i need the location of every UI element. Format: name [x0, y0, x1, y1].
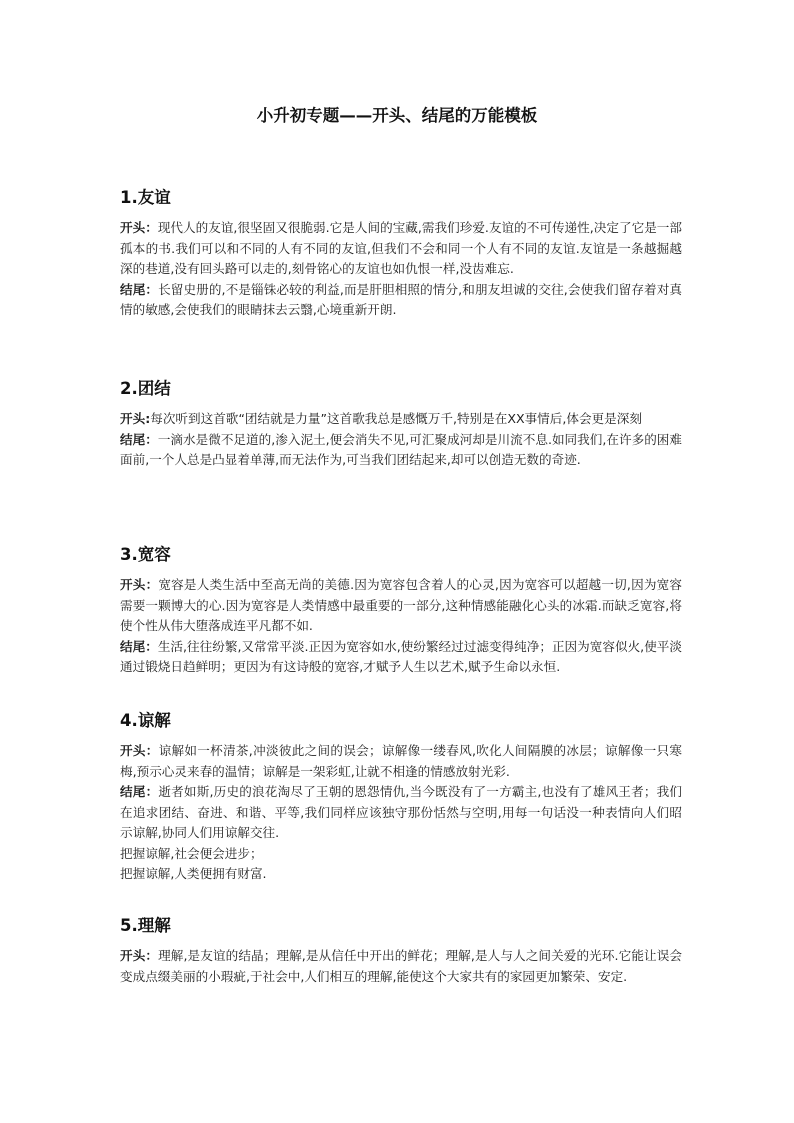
ending-paragraph: [120, 280, 682, 321]
section-understanding: [120, 914, 682, 987]
opening-text: 现代人的友谊,很坚固又很脆弱.它是人间的宝藏,需我们珍爱.友谊的不可传递性,决定了它是一部孤本的书.我们可以和不同的人有不同的友谊,但我们不会和同一个人有不同的友谊.友谊是一条越掘越深的巷道,没有回头路可以走的,刻骨铭心的友谊也如仇恨一样,没齿难忘.: [120, 220, 682, 276]
opening-text: 宽容是人类生活中至高无尚的美德.因为宽容包含着人的心灵,因为宽容可以超越一切,因为宽容需要一颗博大的心.因为宽容是人类情感中最重要的一部分,这种情感能融化心头的冰霜.而缺乏宽容,将使个性从伟大堕落成连平凡都不如.: [120, 577, 683, 633]
section-heading: 1.友谊: [120, 188, 171, 207]
extra-line: 把握谅解,社会便会进步；: [120, 845, 263, 861]
section-friendship: [120, 186, 682, 321]
opening-label: 开头：: [120, 948, 159, 963]
document-title: 小升初专题——开头、结尾的万能模板: [256, 106, 538, 125]
opening-text: 每次听到这首歌“团结就是力量”这首歌我总是感慨万千,特别是在XX事情后,体会更是深刻: [150, 411, 642, 426]
section-heading: 2.团结: [120, 379, 171, 398]
ending-text: 长留史册的,不是锱铢必较的利益,而是肝胆相照的情分,和朋友坦诚的交往,会使我们留存着对真情的敏感,会使我们的眼睛抹去云翳,心境重新开朗.: [120, 281, 683, 317]
opening-text: 理解,是友谊的结晶；理解,是从信任中开出的鲜花；理解,是人与人之间关爱的光环.它能让误会变成点缀美丽的小瑕疵,于社会中,人们相互的理解,能使这个大家共有的家园更加繁荣、安定.: [120, 948, 683, 984]
opening-paragraph: [120, 575, 682, 637]
opening-paragraph: [120, 218, 682, 280]
opening-paragraph: [120, 409, 682, 430]
section-heading: 3.宽容: [120, 545, 171, 564]
ending-text: 生活,往往纷繁,又常常平淡.正因为宽容如水,使纷繁经过过滤变得纯净；正因为宽容似火,使平淡通过锻烧日趋鲜明；更因为有这诗般的宽容,才赋予人生以艺术,赋予生命以永恒.: [120, 638, 682, 674]
section-heading: 4.谅解: [120, 711, 171, 730]
opening-label: 开头：: [120, 743, 159, 758]
extra-line: 把握谅解,人类便拥有财富.: [120, 866, 267, 881]
section-unity: [120, 377, 682, 471]
ending-text: 一滴水是微不足道的,渗入泥土,便会消失不见,可汇聚成河却是川流不息.如同我们,在许多的困难面前,一个人总是凸显着单薄,而无法作为,可当我们团结起来,却可以创造无数的奇迹.: [120, 431, 682, 467]
section-understanding-forgiveness: [120, 709, 682, 885]
ending-text: 逝者如斯,历史的浪花淘尽了王朝的恩怨情仇,当今既没有了一方霸主,也没有了雄风王者；我们在追求团结、奋进、和谐、平等,我们同样应该独守那份恬然与空明,用每一句话没一种表情向人们昭示谅解,协同人们用谅解交往.: [120, 784, 683, 840]
ending-label: 结尾：: [120, 281, 159, 297]
ending-paragraph: [120, 782, 682, 844]
opening-label: 开头:: [120, 411, 151, 426]
ending-label: 结尾：: [120, 638, 158, 654]
section-tolerance: [120, 543, 682, 678]
ending-label: 结尾：: [120, 431, 158, 447]
opening-paragraph: [120, 741, 682, 782]
opening-label: 开头：: [120, 220, 158, 235]
ending-label: 结尾：: [120, 784, 159, 799]
opening-text: 谅解如一杯清茶,冲淡彼此之间的误会；谅解像一缕春风,吹化人间隔膜的冰层；谅解像一只寒梅,预示心灵来春的温情；谅解是一架彩虹,让就不相逢的情感放射光彩.: [120, 743, 683, 779]
ending-paragraph: [120, 637, 682, 678]
ending-paragraph: [120, 430, 682, 471]
section-heading: 5.理解: [120, 916, 171, 935]
opening-paragraph: [120, 946, 682, 987]
opening-label: 开头：: [120, 577, 159, 592]
